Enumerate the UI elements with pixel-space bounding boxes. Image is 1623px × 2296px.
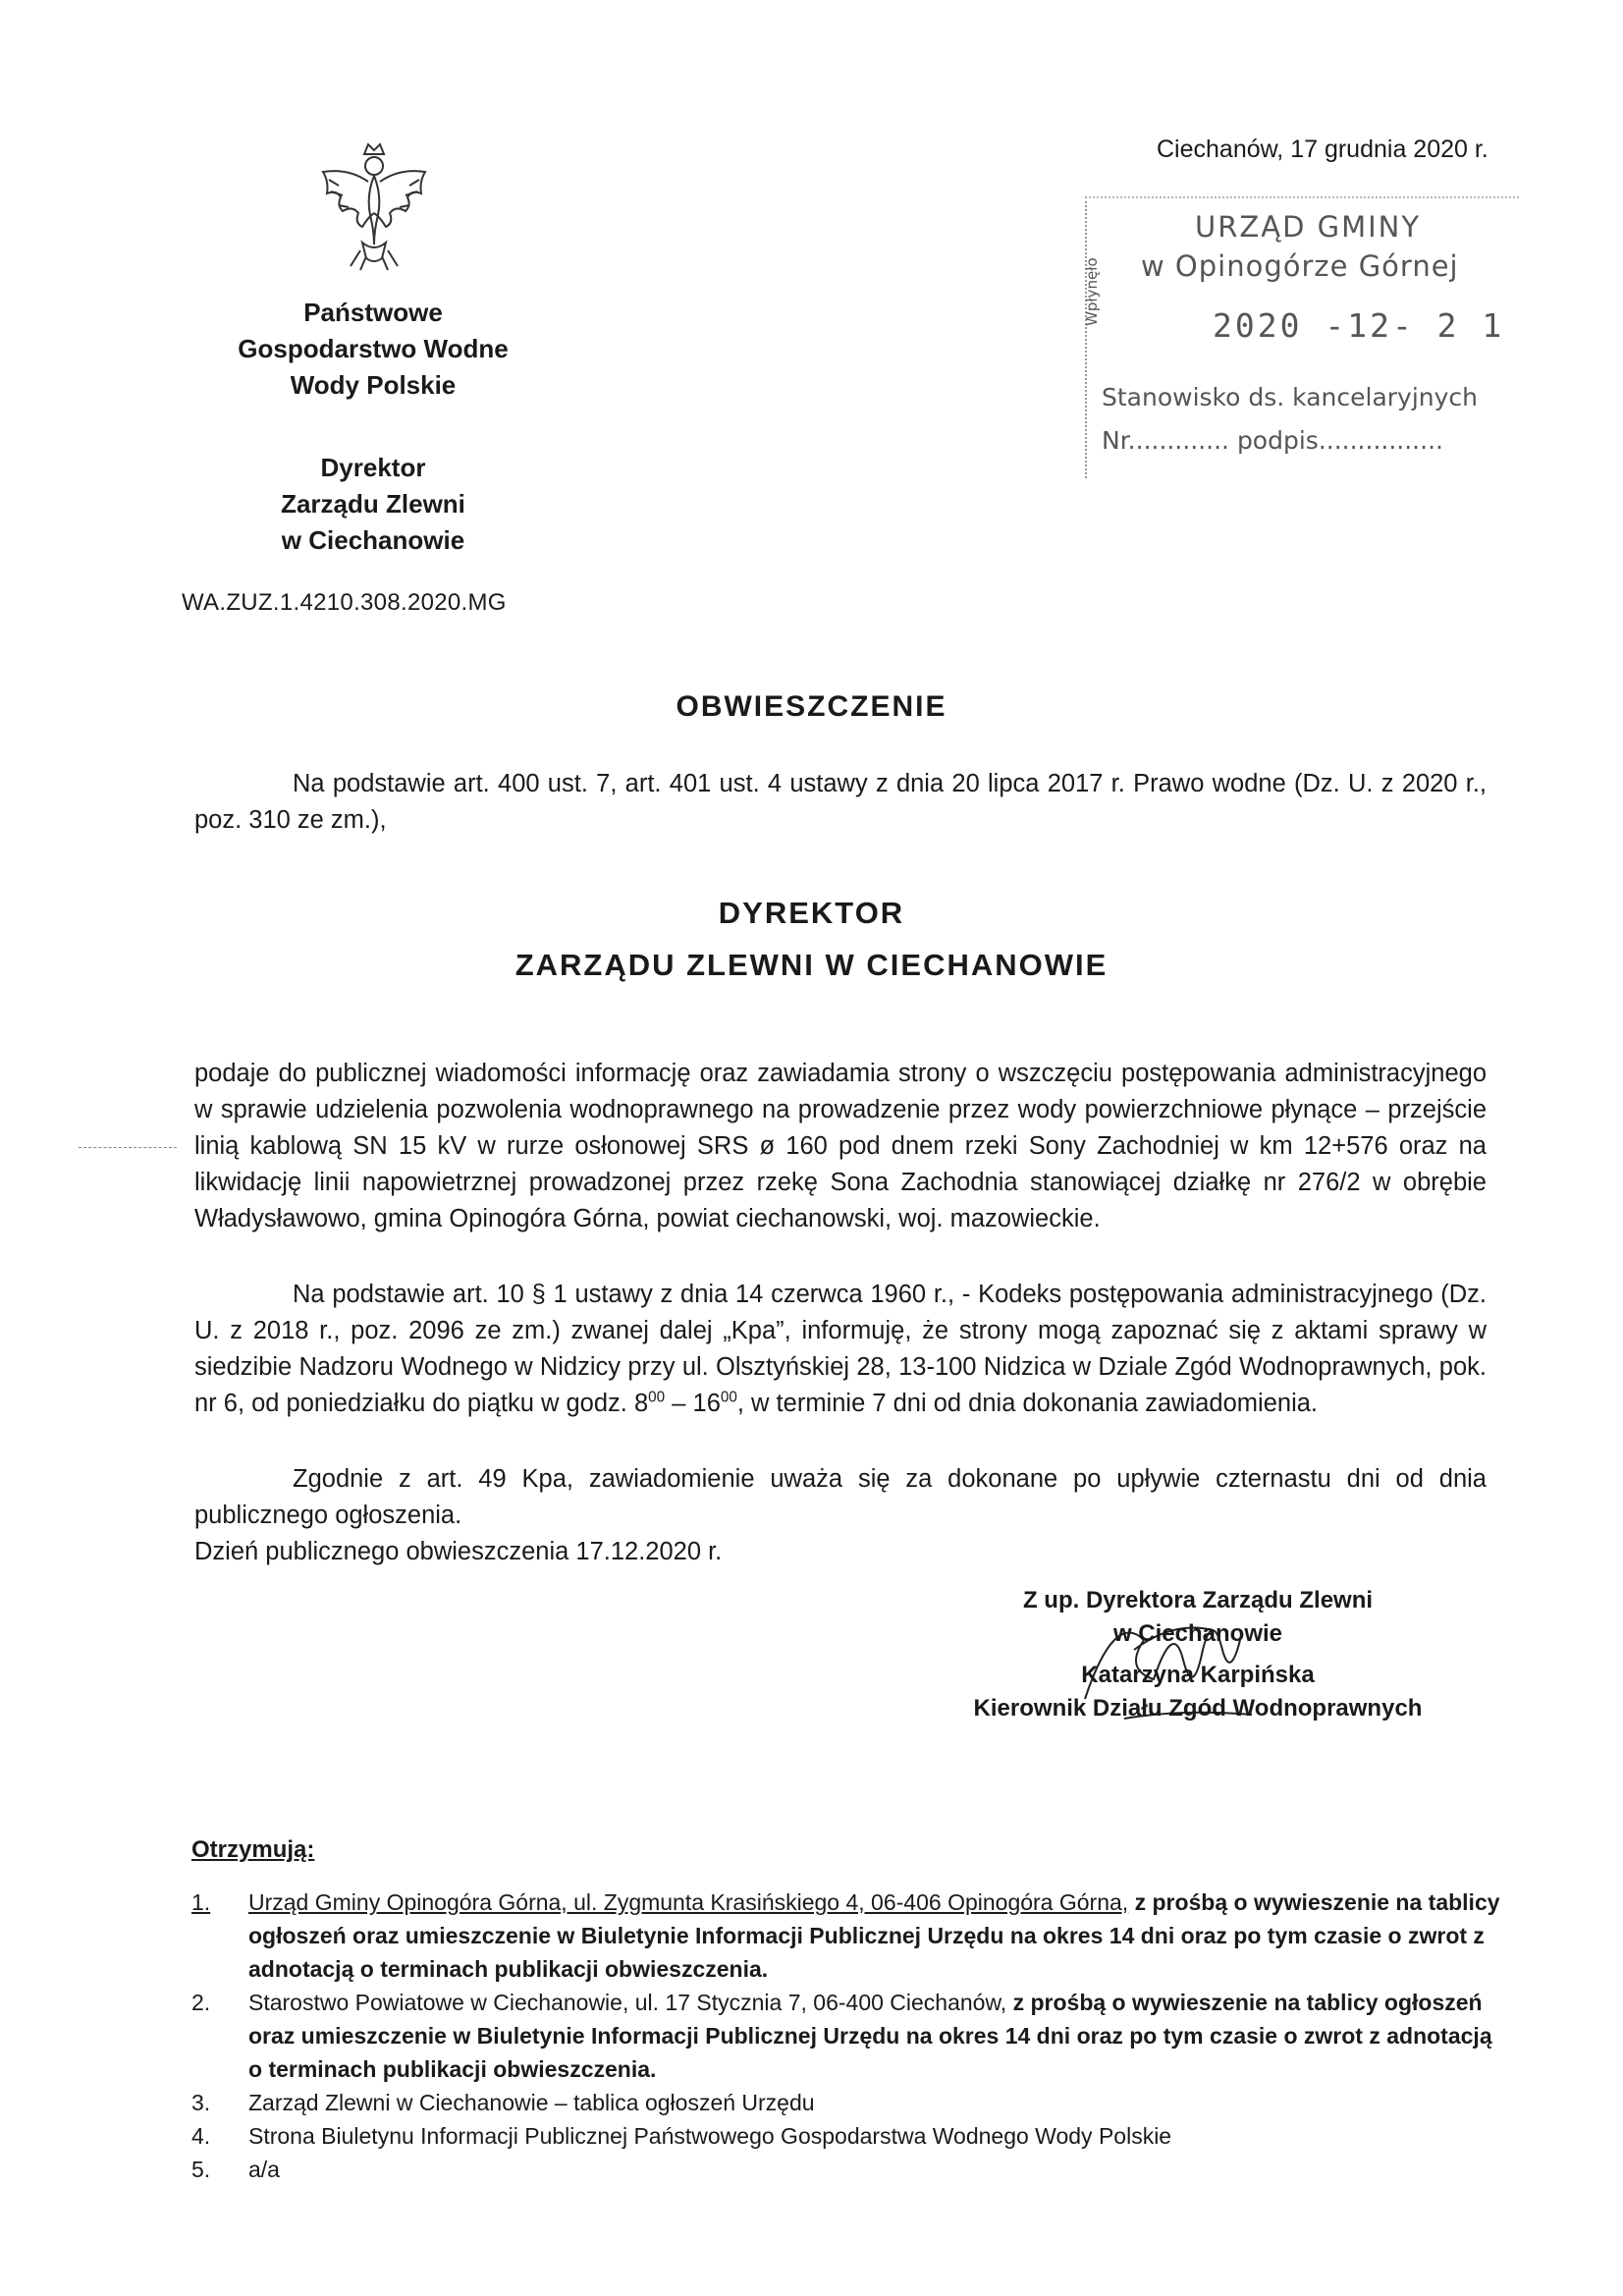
director-line-2: Zarządu Zlewni: [281, 489, 465, 519]
list-number: 2.: [191, 1990, 211, 2015]
recipients-list: [191, 1886, 1507, 2186]
recipient-address: Urząd Gminy Opinogóra Górna, ul. Zygmunta Krasińskiego 4, 06-406 Opinogóra Górna,: [248, 1889, 1129, 1915]
stamp-position: Stanowisko ds. kancelaryjnych: [1102, 383, 1479, 411]
access-info-paragraph: [194, 1277, 1487, 1422]
list-text: Strona Biuletynu Informacji Publicznej Państwowego Gospodarstwa Wodnego Wody Polskie: [248, 2123, 1172, 2149]
access-info-text-a: Na podstawie art. 10 § 1 ustawy z dnia 14 czerwca 1960 r., - Kodeks postępowania administracyjnego (Dz. U. z 2018 r., poz. 2096 ze zm.) zwanej dalej „Kpa”, informuję, że strony mogą zapoznać się z aktami sprawy w siedzibie Nadzoru Wodnego w Nidzicy przy ul. Olsztyńskiej 28, 13-100 Nidzica w Dziale Zgód Wodnoprawnych, pok. nr 6, od poniedziałku do piątku w godz. 8: [194, 1281, 1487, 1417]
list-item: [191, 2119, 1507, 2153]
issuer-heading-2: ZARZĄDU ZLEWNI W CIECHANOWIE: [514, 948, 1109, 982]
margin-mark: [79, 1147, 177, 1148]
director-line-1: Dyrektor: [320, 453, 426, 482]
hour-start-sup: 00: [648, 1389, 666, 1406]
recipient-request: z prośbą o wywieszenie na tablicy ogłoszeń oraz umieszczenie w Biuletynie Informacji Publicznej Urzędu na okres 14 dni oraz po tym czasie o zwrot z adnotacją o terminach publikacji obwieszczenia.: [248, 1889, 1500, 1982]
org-line-3: Wody Polskie: [290, 370, 457, 400]
stamp-location: w Opinogórze Górnej: [1141, 249, 1459, 283]
director-line-3: w Ciechanowie: [281, 525, 465, 555]
signature-location: w Ciechanowie: [1112, 1620, 1283, 1647]
received-stamp: [1085, 196, 1519, 478]
signature-authorization: Z up. Dyrektora Zarządu Zlewni: [1022, 1587, 1374, 1613]
stamp-number-signature: Nr............. podpis................: [1102, 426, 1443, 455]
recipients-title: Otrzymują:: [191, 1836, 315, 1863]
stamp-received-date: 2020 -12- 2 1: [1213, 306, 1505, 345]
stamp-office: URZĄD GMINY: [1195, 210, 1422, 244]
director-title: [177, 450, 569, 559]
stamp-received-label: Wpłynęło: [1083, 257, 1101, 326]
access-info-text-c: , w terminie 7 dni od dnia dokonania zawiadomienia.: [736, 1390, 1318, 1417]
list-text: Zarząd Zlewni w Ciechanowie – tablica ogłoszeń Urzędu: [248, 2090, 815, 2115]
publication-date-line: Dzień publicznego obwieszczenia 17.12.2020 r.: [194, 1538, 723, 1565]
document-date: Ciechanów, 17 grudnia 2020 r.: [1157, 136, 1488, 163]
signature-block: [943, 1584, 1453, 1725]
list-text: [248, 1886, 1507, 1986]
signatory-position: Kierownik Działu Zgód Wodnoprawnych: [973, 1695, 1423, 1722]
list-item: [191, 1886, 1507, 1986]
list-number: 4.: [191, 2123, 211, 2149]
recipient-request: z prośbą o wywieszenie na tablicy ogłoszeń oraz umieszczenie w Biuletynie Informacji Publicznej Urzędu na okres 14 dni oraz po tym czasie o zwrot z adnotacją o terminach publikacji obwieszczenia.: [248, 1990, 1492, 2082]
recipient-address: Starostwo Powiatowe w Ciechanowie, ul. 17 Stycznia 7, 06-400 Ciechanów,: [248, 1990, 1007, 2015]
list-text: [248, 1986, 1507, 2086]
list-number: 5.: [191, 2157, 211, 2182]
hour-end-sup: 00: [720, 1389, 737, 1406]
issuer-heading-1: DYREKTOR: [718, 896, 905, 930]
org-line-1: Państwowe: [303, 298, 443, 327]
org-line-2: Gospodarstwo Wodne: [238, 334, 509, 363]
list-item: [191, 1986, 1507, 2086]
notice-title: OBWIESZCZENIE: [676, 690, 947, 723]
eagle-emblem-icon: [299, 133, 449, 282]
list-item: [191, 2086, 1507, 2119]
list-text: a/a: [248, 2157, 280, 2182]
list-item: [191, 2153, 1507, 2186]
notice-body-paragraph: podaje do publicznej wiadomości informację oraz zawiadamia strony o wszczęciu postępowania administracyjnego w sprawie udzielenia pozwolenia wodnoprawnego na prowadzenie przez wody powierzchniowe płynące – przejście linią kablową SN 15 kV w rurze osłonowej SRS ø 160 pod dnem rzeki Sony Zachodniej w km 12+576 oraz na likwidację linii napowietrznej prowadzonej przez rzekę Sona Zachodnia stanowiącej działkę nr 276/2 w obrębie Władysławowo, gmina Opinogóra Górna, powiat ciechanowski, woj. mazowieckie.: [194, 1060, 1487, 1232]
signatory-name: Katarzyna Karpińska: [1081, 1662, 1315, 1688]
list-number: 1.: [191, 1889, 211, 1915]
organization-name: [177, 295, 569, 404]
access-info-text-b: – 16: [665, 1390, 721, 1417]
notification-paragraph: Zgodnie z art. 49 Kpa, zawiadomienie uważa się za dokonane po upływie czternastu dni od dnia publicznego ogłoszenia.: [194, 1465, 1487, 1529]
legal-basis-paragraph: Na podstawie art. 400 ust. 7, art. 401 ust. 4 ustawy z dnia 20 lipca 2017 r. Prawo wodne (Dz. U. z 2020 r., poz. 310 ze zm.),: [194, 770, 1487, 834]
list-number: 3.: [191, 2090, 211, 2115]
reference-number: WA.ZUZ.1.4210.308.2020.MG: [182, 589, 507, 616]
